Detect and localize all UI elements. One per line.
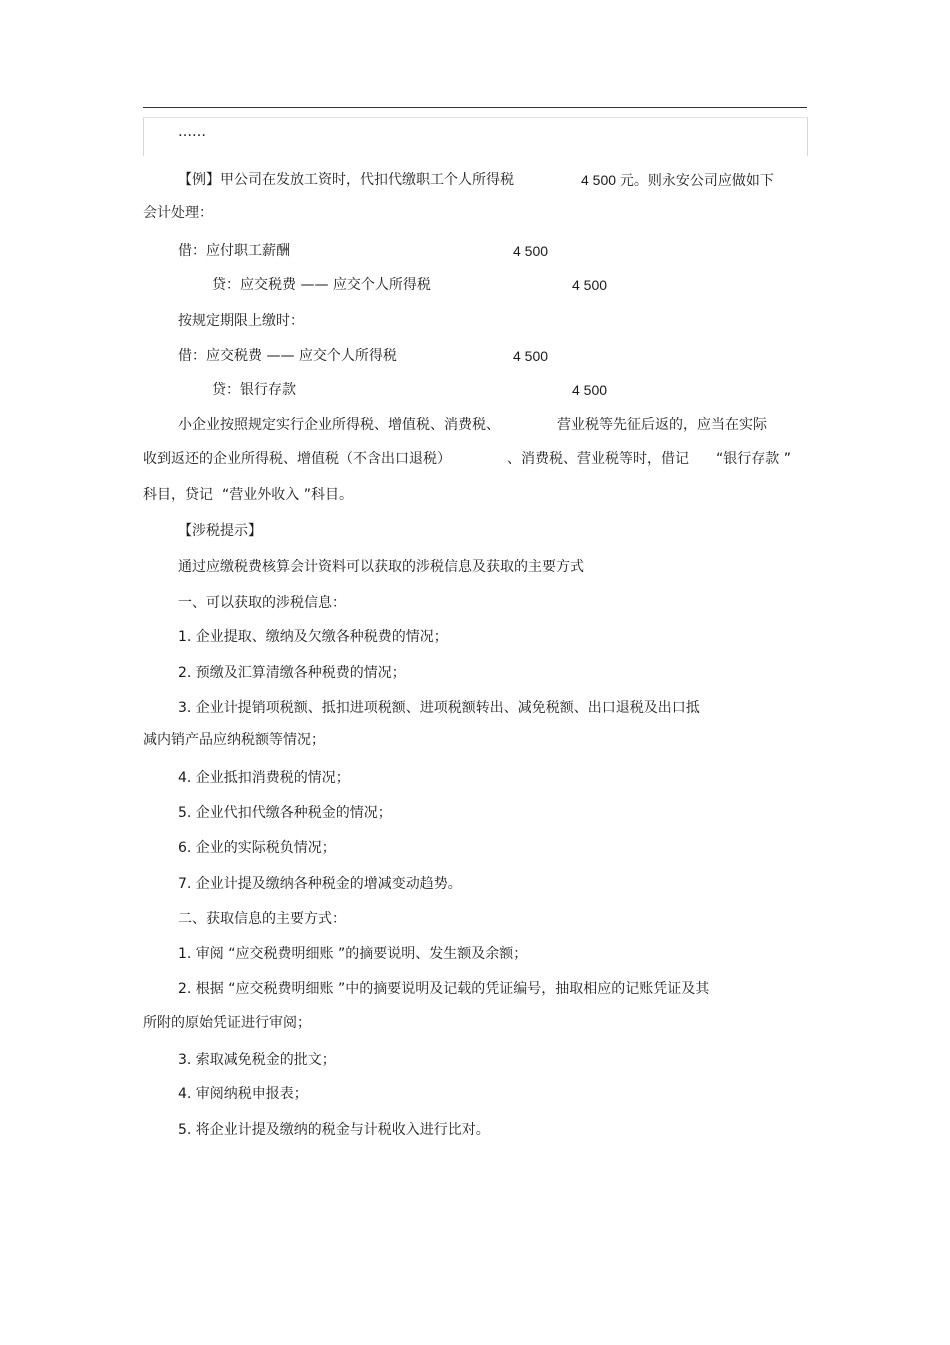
section1-item: 3. 企业计提销项税额、抵扣进项税额、进项税额转出、减免税额、出口退税及出口抵 bbox=[178, 700, 700, 716]
paragraph-line-1b: 营业税等先征后返的，应当在实际 bbox=[557, 417, 767, 433]
entry1-credit-amount: 4 500 bbox=[572, 277, 608, 293]
section1-item: 7. 企业计提及缴纳各种税金的增减变动趋势。 bbox=[178, 876, 462, 892]
entry2-credit-label: 贷：银行存款 bbox=[212, 382, 296, 398]
paragraph-line-3a: 科目，贷记 bbox=[143, 487, 213, 503]
section1-item: 4. 企业抵扣消费税的情况； bbox=[178, 770, 350, 786]
entry1-debit-label: 借：应付职工薪酬 bbox=[178, 243, 290, 259]
ellipsis: …… bbox=[178, 124, 206, 140]
section2-heading: 二、获取信息的主要方式： bbox=[178, 911, 346, 927]
entry1-debit-amount: 4 500 bbox=[513, 243, 549, 259]
entry2-credit-amount: 4 500 bbox=[572, 382, 608, 398]
entry1-credit-label: 贷：应交税费 —— 应交个人所得税 bbox=[212, 277, 431, 293]
note-due: 按规定期限上缴时： bbox=[178, 313, 304, 329]
header-rule bbox=[143, 107, 807, 108]
section1-heading: 一、可以获取的涉税信息： bbox=[178, 595, 346, 611]
table-cell-frame bbox=[143, 117, 808, 156]
paragraph-line-1a: 小企业按照规定实行企业所得税、增值税、消费税、 bbox=[178, 417, 500, 433]
section2-item: 3. 索取减免税金的批文； bbox=[178, 1052, 336, 1068]
tip-intro: 通过应缴税费核算会计资料可以获取的涉税信息及获取的主要方式 bbox=[178, 559, 584, 575]
tip-heading: 【涉税提示】 bbox=[178, 523, 262, 539]
section1-item-continued: 减内销产品应纳税额等情况； bbox=[143, 732, 325, 748]
paragraph-line-2a: 收到返还的企业所得税、增值税（不含出口退税） bbox=[143, 451, 451, 467]
paragraph-line-3b: “营业外收入 ”科目。 bbox=[222, 487, 353, 503]
section2-item: 4. 审阅纳税申报表； bbox=[178, 1086, 308, 1102]
paragraph-line-2b: 、消费税、营业税等时，借记 bbox=[507, 451, 689, 467]
section1-item: 1. 企业提取、缴纳及欠缴各种税费的情况； bbox=[178, 629, 448, 645]
section2-item: 5. 将企业计提及缴纳的税金与计税收入进行比对。 bbox=[178, 1122, 490, 1138]
example-line-1-amount: 4 500 元。则永安公司应做如下 bbox=[581, 172, 774, 188]
example-line-1: 【例】甲公司在发放工资时，代扣代缴职工个人所得税 bbox=[178, 172, 514, 188]
section1-item: 2. 预缴及汇算清缴各种税费的情况； bbox=[178, 665, 406, 681]
section2-item: 1. 审阅 “应交税费明细账 ”的摘要说明、发生额及余额； bbox=[178, 946, 528, 962]
section2-item-continued: 所附的原始凭证进行审阅； bbox=[143, 1015, 311, 1031]
section1-item: 5. 企业代扣代缴各种税金的情况； bbox=[178, 805, 392, 821]
example-line-2: 会计处理： bbox=[143, 205, 213, 221]
entry2-debit-amount: 4 500 bbox=[513, 348, 549, 364]
section1-item: 6. 企业的实际税负情况； bbox=[178, 840, 336, 856]
paragraph-line-2c: “银行存款 ” bbox=[716, 451, 791, 467]
section2-item: 2. 根据 “应交税费明细账 ”中的摘要说明及记载的凭证编号，抽取相应的记账凭证及其 bbox=[178, 981, 710, 997]
entry2-debit-label: 借：应交税费 —— 应交个人所得税 bbox=[178, 348, 397, 364]
